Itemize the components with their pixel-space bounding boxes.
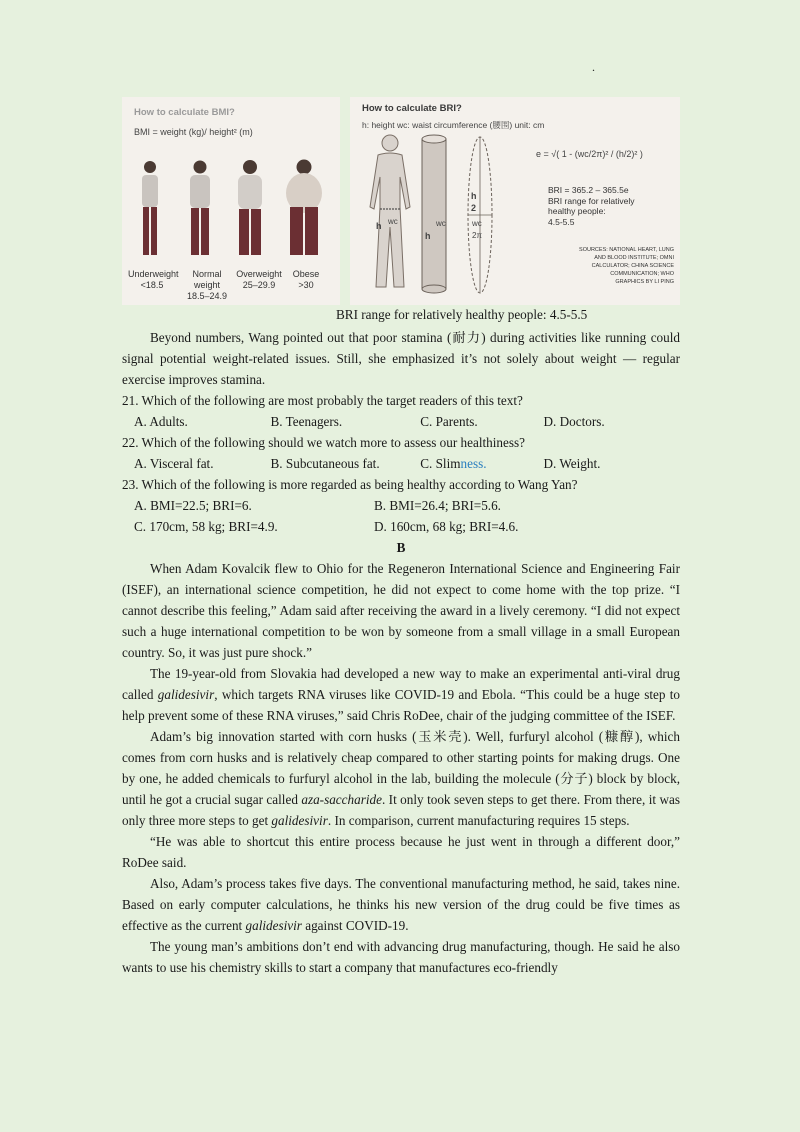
section-label: B [396, 540, 406, 555]
text-run: Adam’s big innovation started with corn husks (玉米壳). Well, furfuryl alcohol (糠醇), which comes from corn husks and is relatively cheap compared to other starting points for making drugs. One by one, he added chemicals to furfuryl alcohol in the lab, building the molecule (分子) block by block, until he got a crucial sugar called [122, 729, 680, 807]
range-note-3: 4.5-5.5 [548, 216, 575, 227]
passage-paragraph-4: “He was able to shortcut this entire process because he just went in through a different door,” RoDee said. [122, 834, 680, 870]
bmi-category-overweight [236, 269, 282, 291]
option-c [420, 453, 543, 474]
body-outline [370, 135, 410, 287]
document-body [122, 327, 680, 978]
sugar-name: aza-saccharide [301, 792, 382, 807]
category-label: Underweight [128, 269, 179, 279]
figure-caption: BRI range for relatively healthy people: 4.5-5.5 [336, 307, 588, 322]
formula-bri: BRI = 365.2 – 365.5e [548, 185, 629, 195]
option-c: C. 170cm, 58 kg; BRI=4.9. [134, 519, 278, 534]
option-b: B. Subcutaneous fat. [270, 456, 380, 471]
bmi-title: How to calculate BMI? [134, 107, 235, 118]
range-note-1: BRI range for relatively [548, 195, 635, 206]
formula-e: e = √( 1 - (wc/2π)² / (h/2)² ) [536, 149, 643, 159]
label-h-half-bottom: 2 [471, 203, 477, 213]
source-line: AND BLOOD INSTITUTE; OMNI [594, 254, 674, 261]
source-line: SOURCES: NATIONAL HEART, LUNG [579, 247, 674, 253]
question-23-options-row1 [122, 495, 680, 516]
option-b: B. Teenagers. [270, 414, 343, 429]
drug-name: galidesivir [245, 918, 302, 933]
drug-name: galidesivir [271, 813, 328, 828]
passage-paragraph-6: The young man’s ambitions don’t end with advancing drug manufacturing, though. He said he also wants to use his chemistry skills to start a company that manufactures eco-friendly [122, 939, 680, 975]
passage-paragraph-2 [122, 663, 680, 726]
text-run: . It only took seven steps to get there. From there, it was only three more steps to get [122, 792, 680, 828]
intro-paragraph: Beyond numbers, Wang pointed out that poor stamina (耐力) during activities like running could signal potential weight-related issues. Still, she emphasized it’s not solely about weight — regular exercise improves stamina. [122, 330, 680, 387]
range-note-2: healthy people: [548, 206, 606, 217]
option-b: B. BMI=26.4; BRI=5.6. [374, 498, 501, 513]
label-wc-body: wc [388, 217, 398, 226]
category-range: 25–29.9 [242, 279, 276, 290]
text-run: The 19-year-old from Slovakia had developed a new way to make an experimental anti-viral drug called [122, 666, 680, 702]
option-a: A. Adults. [134, 414, 188, 429]
passage-paragraph-1: When Adam Kovalcik flew to Ohio for the Regeneron International Science and Engineering Fair (ISEF), an international science competition, he did not expect to come home with the top prize. “I cannot describe this feeling,” Adam said after receiving the award in a lively ceremony. “I did not expect such a huge international competition to be won by someone from a small village in a small European country. So, it was just pure shock.” [122, 561, 680, 660]
category-range: >30 [298, 279, 314, 290]
label-h-half-top: h [471, 191, 477, 201]
question-23: 23. Which of the following is more regarded as being healthy according to Wang Yan? [122, 477, 578, 492]
bmi-category-normal [180, 269, 234, 301]
source-line: CALCULATOR; CHINA SCIENCE [591, 262, 674, 269]
bmi-panel [122, 97, 340, 305]
category-label: Overweight [236, 269, 282, 279]
label-h-cylinder: h [425, 231, 431, 241]
overweight-figure [238, 160, 262, 255]
question-21-options [122, 411, 680, 432]
source-line: GRAPHICS BY LI PING [615, 278, 674, 285]
text-run: . In comparison, current manufacturing requires 15 steps. [327, 813, 630, 828]
option-a: A. BMI=22.5; BRI=6. [134, 498, 252, 513]
source-line: COMMUNICATION; WHO [610, 270, 674, 277]
bri-title: How to calculate BRI? [362, 103, 462, 114]
option-c-suffix: ness. [460, 456, 487, 471]
underweight-figure [142, 161, 158, 255]
bmi-category-obese [288, 269, 324, 291]
normal-weight-figure [190, 161, 210, 256]
category-range: <18.5 [140, 279, 164, 290]
bri-formula-and-range [548, 185, 634, 228]
category-range: 18.5–24.9 [186, 290, 228, 301]
passage-paragraph-3 [122, 726, 680, 831]
option-c: C. Parents. [420, 414, 478, 429]
category-label: Obese [292, 269, 320, 279]
option-a: A. Visceral fat. [134, 456, 214, 471]
label-h-body: h [376, 221, 382, 231]
text-run: Also, Adam’s process takes five days. The conventional manufacturing method, he said, takes nine. Based on early computer calculations, he thinks his new version of the drug could be five times as effective as the current [122, 876, 680, 933]
figure-sources [538, 247, 674, 287]
bmi-bri-figure [122, 97, 680, 305]
bri-legend: h: height wc: waist circumference (腰围) unit: cm [362, 120, 545, 130]
passage-paragraph-5 [122, 873, 680, 936]
text-run: against COVID-19. [301, 918, 409, 933]
bmi-formula: BMI = weight (kg)/ height² (m) [134, 127, 253, 137]
label-wc-cylinder: wc [436, 219, 446, 228]
question-22: 22. Which of the following should we watch more to assess our healthiness? [122, 435, 525, 450]
question-21: 21. Which of the following are most probably the target readers of this text? [122, 393, 523, 408]
corner-mark: . [592, 60, 595, 74]
label-wc-2pi-top: wc [472, 219, 482, 228]
cylinder [422, 135, 446, 293]
option-d: D. Weight. [543, 456, 601, 471]
question-22-options [122, 453, 680, 474]
question-23-options-row2 [122, 516, 680, 537]
option-d: D. Doctors. [543, 414, 605, 429]
category-label: Normal weight [192, 269, 222, 290]
drug-name: galidesivir [157, 687, 215, 702]
label-wc-2pi-bottom: 2π [472, 231, 482, 240]
bmi-category-underweight [128, 269, 179, 291]
obese-figure [286, 160, 322, 256]
option-c-prefix: C. Slim [420, 456, 461, 471]
option-d: D. 160cm, 68 kg; BRI=4.6. [374, 519, 519, 534]
text-run: , which targets RNA viruses like COVID-19 and Ebola. “This could be a huge step to help prevent some of these RNA viruses,” said Chris RoDee, chair of the judging committee of the ISEF. [122, 687, 681, 723]
bri-panel [350, 97, 680, 305]
